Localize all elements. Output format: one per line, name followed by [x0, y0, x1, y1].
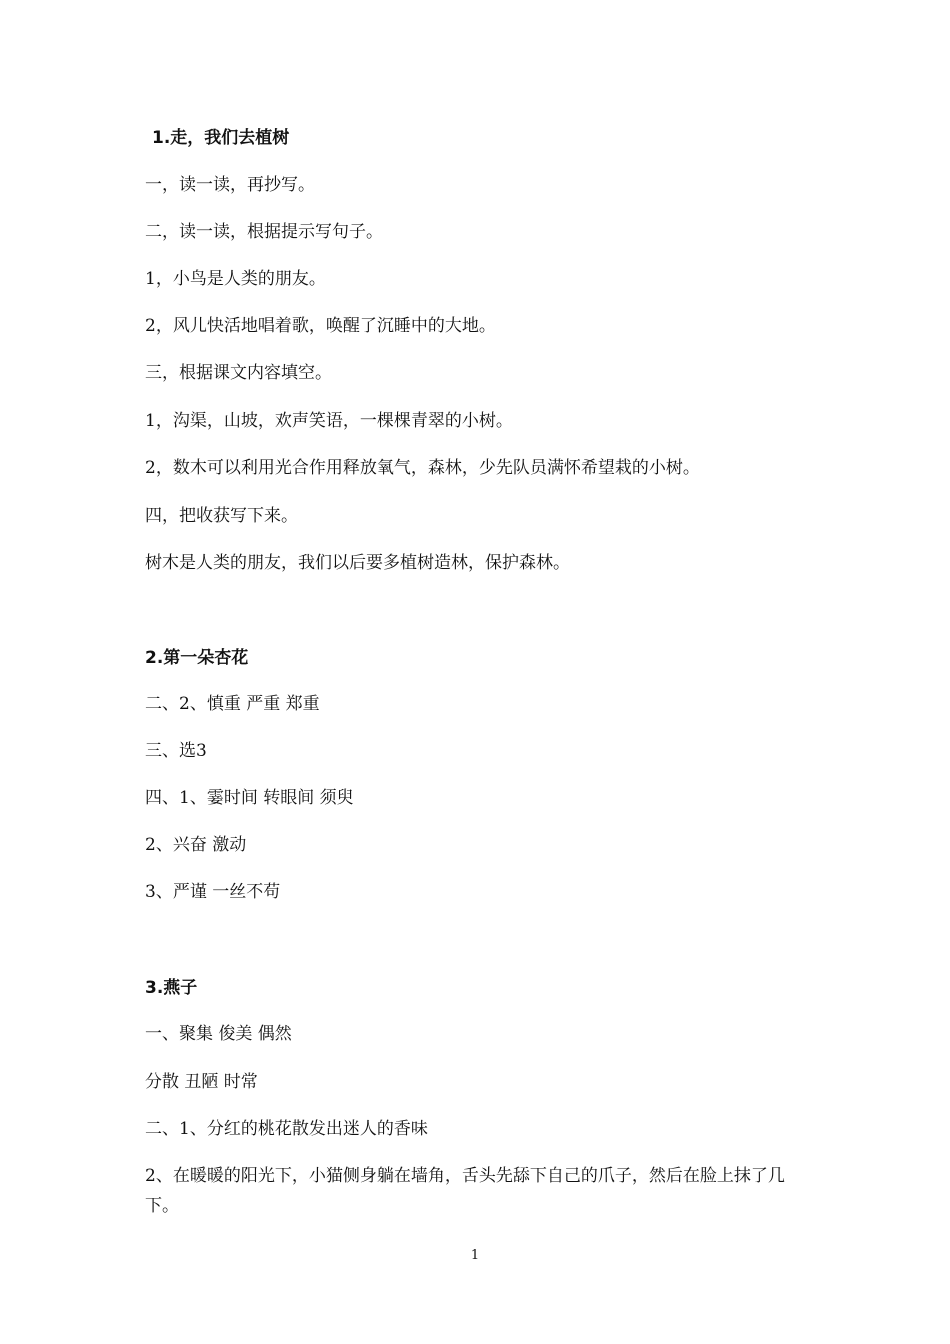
section-2-line: 2、兴奋 激动: [145, 835, 247, 855]
section-1-line: 一，读一读，再抄写。: [145, 175, 315, 195]
section-3-line: 一、聚集 俊美 偶然: [145, 1024, 292, 1044]
section-1-line: 二，读一读，根据提示写句子。: [145, 222, 383, 242]
section-1-line: 2，数木可以利用光合作用释放氧气，森林，少先队员满怀希望栽的小树。: [145, 458, 700, 478]
section-1-line: 1，小鸟是人类的朋友。: [145, 269, 326, 289]
section-2-line: 三、选3: [145, 741, 207, 761]
section-3-line: 2、在暖暖的阳光下，小猫侧身躺在墙角，舌头先舔下自己的爪子，然后在脸上抹了几下。: [145, 1166, 785, 1216]
section-3-line: 二、1、分红的桃花散发出迷人的香味: [145, 1119, 428, 1139]
section-1-line: 四，把收获写下来。: [145, 506, 298, 526]
section-2-line: 四、1、霎时间 转眼间 须臾: [145, 788, 354, 808]
section-1-line: 三，根据课文内容填空。: [145, 363, 332, 383]
section-1-line: 1，沟渠，山坡，欢声笑语，一棵棵青翠的小树。: [145, 411, 513, 431]
section-1-line: 树木是人类的朋友，我们以后要多植树造林，保护森林。: [145, 553, 570, 573]
section-3-line: 分散 丑陋 时常: [145, 1072, 258, 1092]
section-1-title: 1.走，我们去植树: [152, 128, 290, 148]
section-2-line: 二、2、慎重 严重 郑重: [145, 694, 320, 714]
section-2-title: 2.第一朵杏花: [145, 648, 249, 668]
section-1-line: 2，风儿快活地唱着歌，唤醒了沉睡中的大地。: [145, 316, 496, 336]
page-number: 1: [470, 1248, 480, 1263]
section-2-line: 3、严谨 一丝不苟: [145, 882, 281, 902]
section-3-title: 3.燕子: [145, 978, 198, 998]
